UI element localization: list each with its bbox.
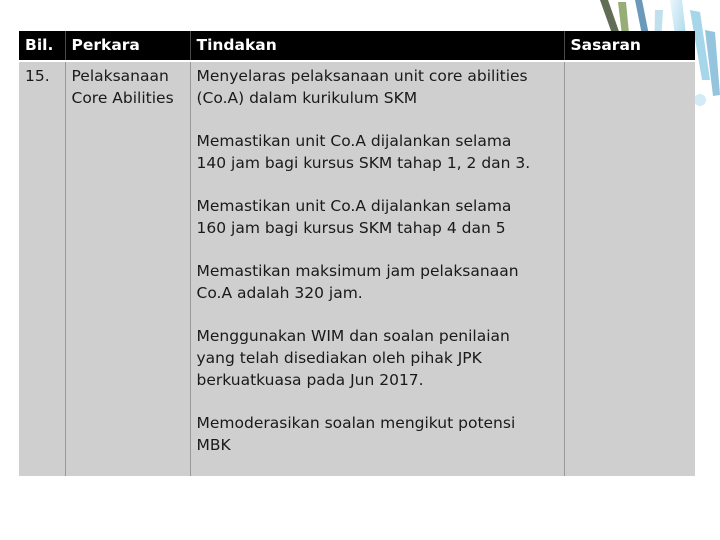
header-perkara: Perkara bbox=[65, 31, 190, 61]
action-item: Memastikan maksimum jam pelaksanaan Co.A adalah 320 jam. bbox=[196, 262, 519, 302]
cell-perkara bbox=[65, 61, 190, 476]
table-header-row bbox=[19, 31, 695, 61]
action-item: Menyelaras pelaksanaan unit core abilities (Co.A) dalam kurikulum SKM bbox=[196, 67, 528, 107]
table-row bbox=[19, 61, 695, 476]
cell-bil: 15. bbox=[19, 61, 65, 476]
header-tindakan: Tindakan bbox=[190, 31, 564, 61]
header-sasaran: Sasaran bbox=[564, 31, 695, 61]
action-plan-table bbox=[19, 31, 695, 476]
cell-tindakan bbox=[190, 61, 564, 476]
perkara-text: Pelaksanaan Core Abilities bbox=[71, 67, 174, 107]
header-bil: Bil. bbox=[19, 31, 65, 61]
action-item: Memastikan unit Co.A dijalankan selama 140 jam bagi kursus SKM tahap 1, 2 dan 3. bbox=[196, 132, 531, 172]
action-item: Memastikan unit Co.A dijalankan selama 160 jam bagi kursus SKM tahap 4 dan 5 bbox=[196, 197, 512, 237]
action-item: Memoderasikan soalan mengikut potensi MBK bbox=[196, 414, 516, 454]
cell-sasaran bbox=[564, 61, 695, 476]
action-item: Menggunakan WIM dan soalan penilaian yang telah disediakan oleh pihak JPK berkuatkuasa pada Jun 2017. bbox=[196, 327, 510, 389]
